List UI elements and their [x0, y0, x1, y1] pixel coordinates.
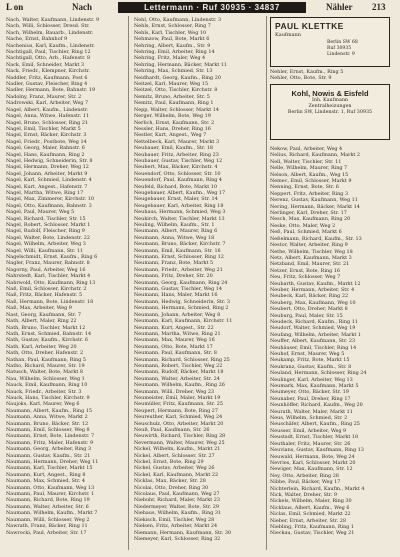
directory-entry: Nerlich, Ernst, Kaufmann, Str. 2 — [134, 119, 215, 126]
directory-entry: Nadler, Hermann, Bote, Bahnstr. 19 — [6, 87, 96, 94]
directory-entry: Neuendorf, Otto, Schlosser, Str. 10 — [134, 170, 221, 177]
directory-entry: Nagel, Bruno, Schlosser, Ring 21 — [6, 119, 89, 126]
directory-entry: Neuendorf, Paul, Kaufmann, Ring 4 — [134, 177, 223, 184]
directory-entry: Neuwald, Hermann, Bote, Weg 24 — [270, 453, 355, 460]
directory-entry: Naumann, Kurt, Angest., Ring 8 — [6, 471, 86, 478]
directory-entry: Neumann, Otto, Bote, Markt 17 — [134, 343, 213, 350]
directory-entry: Nagel, Karl, Schmied, Lindenstr. 4 — [6, 177, 92, 184]
directory-entry: Naumann, Willi, Schlosser, Weg 2 — [6, 516, 90, 523]
directory-entry: Nicklas, Max, Bäcker, Str. 28 — [134, 478, 206, 485]
directory-entry: Nagel, Johann, Arbeiter, Markt 9 — [6, 170, 88, 177]
directory-entry: Neuthaler, Fritz, Maurer, Str. 26 — [270, 440, 351, 447]
directory-entry: Nagel, Anna, Witwe, Hafenstr. 11 — [6, 113, 90, 120]
directory-entry: Nath, Bruno, Tischler, Markt 12 — [6, 324, 86, 331]
directory-entry: Nieber, Ernst, Arbeiter, Str. 28 — [270, 517, 346, 524]
directory-entry: Nath, Albert, Maler, Ring 22 — [6, 318, 77, 325]
directory-entry: Nemitz, Paul, Kaufmann, Ring 1 — [134, 100, 214, 107]
directory-entry: Nath, Otto, Dreher, Hafenstr. 2 — [6, 350, 84, 357]
directory-entry: Niedermeyer, Walter, Bote, Str. 29 — [134, 503, 220, 510]
directory-entry: Neumann, Georg, Kaufmann, Ring 24 — [134, 279, 228, 286]
directory-entry: Neumeister, Emil, Maler, Markt 19 — [134, 394, 221, 401]
directory-entry: Neufeld, Richard, Bote, Markt 10 — [134, 183, 217, 190]
directory-entry: Nehring, Albert, Kaufm., Str. 9 — [134, 42, 211, 49]
directory-entry: Nibbe, Paul, Bäcker, Weg 17 — [270, 479, 341, 486]
directory-entry: Neugebauer, Karl, Arbeiter, Ring 18 — [134, 202, 224, 209]
directory-entry: Nagel, Otto, Kaufmann, Bahnstr. 3 — [6, 202, 92, 209]
directory-entry: Nehler, Ernst, Kaufm., Ring 5 — [270, 69, 344, 75]
directory-entry: Neubauer, Gustav, Tischler, Weg 12 — [134, 157, 223, 164]
directory-entry: Naumann, Fritz, Maler, Hafenstr. 9 — [6, 439, 94, 446]
directory-entry: Niemann, Hermann, Kaufmann, Str. 30 — [134, 529, 232, 536]
directory-entry: Nagel, Rudolf, Fleischer, Ring 9 — [6, 228, 85, 235]
directory-entry: Nagel, Willi, Kaufmann, Str. 11 — [6, 247, 84, 254]
directory-entry: Neumann, Hermann, Schmied, Ring 2 — [134, 305, 229, 312]
directory-entry: Neukirch, Walter, Tischler, Markt 13 — [134, 215, 225, 222]
directory-entry: Nach, Walter, Kaufmann, Lindenstr. 9 — [6, 17, 100, 23]
directory-entry: Neubeck, Karl, Bäcker, Ring 22 — [270, 293, 349, 300]
header-banner: Lettermann · Ruf 30935 · 34837 — [118, 2, 306, 13]
directory-entry: Nauck, Emil, Kaufmann, Ring 10 — [6, 382, 88, 389]
directory-entry: Neumann, Fritz, Dreher, Str. 20 — [134, 273, 213, 280]
directory-entry: Neubauer, Emil, Kaufm., Str. 18 — [134, 145, 214, 152]
directory-entry: Neumann, Walter, Arbeiter, Str. 24 — [134, 375, 220, 382]
directory-entry: Naumann, Karl, Tischler, Markt 15 — [6, 465, 93, 472]
directory-entry: Neumann, Gustav, Tischler, Weg 14 — [134, 286, 223, 293]
directory-entry: Neumann, Johann, Arbeiter, Weg 8 — [134, 311, 221, 318]
directory-entry: Nadler, Gustav, Fleischer, Ring 4 — [6, 81, 88, 88]
directory-entry: Nath, Ernst, Schmied, Bahnstr. 14 — [6, 330, 92, 337]
directory-entry: Nagel, Hermann, Dreher, Weg 12 — [6, 164, 89, 171]
directory-entry: Neumüller, Fritz, Kaufmann, Str. 25 — [134, 401, 223, 408]
directory-entry: Nenning, Ernst, Bote, Str. 6 — [270, 184, 339, 191]
directory-entry: Neustadt, Ernst, Tischler, Markt 18 — [270, 434, 359, 441]
advertisement-klettke — [270, 17, 390, 67]
directory-entry: Nagler, Franz, Maurer, Bahnstr. 8 — [6, 260, 90, 267]
directory-entry: Naumann, Ernst, Bote, Lindenstr. 7 — [6, 433, 95, 440]
directory-entry: Naumann, Paul, Maurer, Kirchstr. 1 — [6, 491, 95, 498]
directory-entry: Naumann, Otto, Kaufmann, Weg 13 — [6, 484, 95, 491]
directory-entry: Neuwirth, Richard, Tischler, Ring 28 — [134, 433, 226, 440]
directory-entry: Neuhof, Ernst, Maurer, Weg 5 — [270, 351, 345, 357]
directory-entry: Naumann, Anna, Witwe, Markt 2 — [6, 414, 88, 421]
directory-entry: Neumann, Richard, Schlosser, Ring 25 — [134, 356, 230, 363]
directory-entry: Nehring, Hermann, Bäcker, Markt 11 — [134, 61, 228, 68]
ad-firm-subtitle: Kaufmann — [275, 32, 301, 38]
directory-entry: Nicolai, Otto, Dreher, Ring 30 — [134, 484, 209, 491]
directory-entry: Netzer, Ernst, Bote, Ring 16 — [270, 267, 340, 274]
directory-entry: Neukamp, Fritz, Bote, Markt 15 — [270, 357, 350, 364]
directory-entry: Neubarth, Gustav, Kaufm., Markt 12 — [270, 280, 361, 287]
directory-entry: Nathan, Paul, Kaufmann, Ring 5 — [6, 356, 86, 363]
column-divider — [266, 16, 267, 550]
directory-entry: Nicklaus, Albert, Kaufm., Weg 6 — [270, 504, 350, 511]
directory-entry: Nawrocki, Paul, Arbeiter, Str. 17 — [6, 529, 87, 536]
directory-entry: Nagel, Walter, Bote, Lindenstr. 22 — [6, 234, 90, 241]
directory-entry: Neuland, Hermann, Schlosser, Ring 24 — [270, 370, 367, 377]
directory-entry: Nevermann, Walter, Maurer, Weg 25 — [134, 439, 225, 446]
directory-entry: Niekisch, Emil, Tischler, Weg 28 — [134, 516, 215, 523]
directory-entry: Nickel, Gustav, Arbeiter, Weg 26 — [134, 465, 215, 472]
directory-entry: Nagel, Max, Zimmerer, Kirchstr. 10 — [6, 196, 95, 203]
directory-entry: Neumann, Robert, Tischler, Weg 22 — [134, 362, 223, 369]
directory-entry: Neumark, Max, Kaufmann, Markt 5 — [270, 383, 359, 390]
directory-entry: Nagelschmidt, Ernst, Kaufm., Ring 6 — [6, 254, 98, 261]
directory-entry: Nelle, Wilhelm, Maurer, Ring 7 — [270, 165, 348, 172]
advertisement-kohl — [270, 84, 390, 140]
directory-entry: Neuß, Paul, Kaufmann, Str. 26 — [134, 427, 210, 433]
directory-entry: Neumann, Rudolf, Bäcker, Markt 18 — [134, 369, 224, 376]
directory-entry: Nell, Walter, Tischler, Str. 11 — [270, 158, 342, 165]
directory-entry: Niclas, Emil, Schmied, Markt 22 — [270, 511, 351, 518]
directory-entry: Ney, Otto, Arbeiter, Ring 28 — [270, 472, 339, 479]
directory-entry: Neitzel, Otto, Tischler, Kirchstr. 8 — [134, 87, 218, 94]
directory-entry: Neudeck, Richard, Kaufm., Ring 11 — [270, 318, 358, 325]
directory-entry: Nahrwold, Otto, Kaufmann, Ring 13 — [6, 279, 96, 286]
directory-entry: Nering, Hermann, Bäcker, Markt 14 — [270, 203, 360, 210]
directory-entry: Nehls, Ernst, Schlosser, Ring 7 — [134, 23, 211, 30]
directory-entry: Nehmzow, Paul, Bote, Markt 6 — [134, 36, 210, 43]
directory-entry: Nehring, Max, Schmied, Str. 13 — [134, 68, 213, 75]
directory-entry: Neukranz, Gustav, Kaufm., Str. 8 — [270, 363, 352, 370]
directory-entry: Naumann, Bruno, Bäcker, Str. 12 — [6, 420, 89, 427]
column-divider — [128, 16, 129, 550]
directory-entry: Nahrstedt, Karl, Tischler, Markt 4 — [6, 273, 91, 280]
directory-entry: Neuburg, Paul, Maler, Str. 15 — [270, 312, 343, 319]
directory-entry: Nache, Ernst, Bahnhof 9 — [6, 36, 68, 43]
directory-entry: Naumann, Wilhelm, Kaufm., Markt 7 — [6, 510, 98, 517]
directory-entry: Nagel, Kurt, Angest., Hafenstr. 7 — [6, 183, 88, 190]
directory-entry: Nagel, Georg, Maler, Bahnstr. 6 — [6, 145, 85, 152]
directory-entry: Neumann, Wilhelm, Kaufm., Ring 26 — [134, 382, 225, 389]
directory-entry: Nath, Karl, Arbeiter, Weg 20 — [6, 343, 77, 350]
directory-entry: Neuhäuser, Emil, Tischler, Ring 14 — [270, 344, 357, 351]
directory-entry: Nickel, Ernst, Bote, Ring 29 — [134, 459, 204, 466]
directory-entry: Neß, Paul, Schmied, Markt 6 — [270, 229, 342, 236]
directory-entry: Nagel, Albert, Kaufm., Lindenstr. — [6, 106, 89, 113]
directory-entry: Naumann, Albert, Kaufm., Ring 15 — [6, 407, 92, 414]
directory-entry: Neumann, Paul, Kaufmann, Str. 8 — [134, 350, 217, 357]
directory-entry: Neubert, Max, Bäcker, Kirchstr. 4 — [134, 164, 218, 171]
directory-entry: Nehl, Otto, Kaufmann, Lindenstr. 3 — [134, 17, 222, 23]
directory-entry: Nicolaus, Paul, Kaufmann, Weg 27 — [134, 491, 220, 498]
directory-entry: Naumann, Gustav, Kaufm., Str. 21 — [6, 452, 91, 459]
directory-entry: Nichterlein, Richard, Kaufm., Markt 4 — [270, 485, 365, 492]
directory-entry: Neumann, Kurt, Angest., Str. 22 — [134, 324, 214, 331]
directory-entry: Nerger, Wilhelm, Bote, Weg 19 — [134, 113, 211, 120]
directory-entry: Nath, Gustav, Kaufm., Kirchstr. 6 — [6, 337, 88, 344]
directory-entry: Neu, Fritz, Schlosser, Weg 7 — [270, 274, 341, 281]
directory-entry: Naß, Fritz, Bäcker, Hafenstr. 5 — [6, 292, 83, 299]
directory-entry: Neumann, Albert, Maurer, Ring 6 — [134, 228, 218, 235]
directory-entry: Nickels, Wilhelm, Maler, Ring 30 — [270, 498, 352, 505]
directory-entry: Nack, Friedr., Klempner, Kirchstr. — [6, 68, 90, 75]
directory-entry: Natusch, Walter, Bote, Markt 8 — [6, 369, 84, 376]
directory-entry: Neusser, Emil, Arbeiter, Weg 9 — [270, 427, 347, 434]
directory-entry: Naß, Max, Arbeiter, Weg 9 — [6, 305, 72, 312]
directory-entry: Nelius, Richard, Kaufmann, Markt 2 — [270, 152, 361, 159]
directory-entry: Nehring, Emil, Arbeiter, Ring 14 — [134, 49, 215, 56]
directory-entry: Neufang, Wilhelm, Arbeiter, Markt 1 — [270, 331, 361, 338]
directory-entry: Neumann, Anna, Witwe, Weg 18 — [134, 234, 215, 241]
directory-entry: Nevries, Karl, Schlosser, Markt 20 — [270, 459, 356, 466]
directory-entry: Nadrowski, Karl, Arbeiter, Weg 7 — [6, 100, 89, 107]
directory-entry: Nickel, Wilhelm, Kaufm., Markt 21 — [134, 446, 221, 453]
ad-line: Zentralheizungen — [308, 104, 352, 109]
directory-entry: Neumann, Martha, Witwe, Ring 21 — [134, 330, 221, 337]
header-right-word: Nähler — [326, 2, 353, 12]
directory-entry: Neumann, Bruno, Bäcker, Kirchstr. 7 — [134, 241, 226, 248]
directory-entry: Neubauer, Fritz, Arbeiter, Ring 23 — [134, 151, 219, 158]
directory-entry: Nagel, Hans, Kaufmann, Ring 2 — [6, 151, 85, 158]
directory-entry: Naumann, Richard, Bote, Ring 19 — [6, 497, 90, 504]
directory-column-2 — [134, 17, 262, 549]
header-left-word: Nach — [72, 2, 92, 12]
directory-entry: Neulinger, Karl, Arbeiter, Weg 13 — [270, 376, 353, 383]
directory-entry: Nickel, Karl, Kaufmann, Markt 22 — [134, 471, 219, 478]
directory-entry: Nau, Wilhelm, Schlosser, Weg 1 — [6, 375, 85, 382]
directory-entry: Nagel, Hedwig, Schneiderin, Str. 8 — [6, 157, 93, 164]
directory-entry: Neske, Otto, Maler, Weg 2 — [270, 222, 336, 229]
directory-entry: Niehaus, Wilhelm, Kaufm., Ring 31 — [134, 510, 222, 517]
ad-firm-name: PAUL KLETTKE — [275, 21, 344, 31]
directory-entry: Neuber, Hermann, Arbeiter, Str. 4 — [270, 286, 355, 293]
directory-entry: Neumeyer, Otto, Bäcker, Str. 19 — [270, 389, 349, 396]
directory-entry: Neumann, Ernst, Schlosser, Ring 12 — [134, 254, 224, 261]
directory-entry: Neunaber, Paul, Dreher, Ring 17 — [270, 395, 351, 402]
directory-entry: Neuschäfer, Albert, Kaufm., Ring 25 — [270, 421, 360, 428]
page-header — [0, 0, 400, 14]
directory-entry: Neumann, Karl, Kaufmann, Kirchstr. 11 — [134, 318, 233, 325]
directory-entry: Nagel, Emil, Tischler, Markt 5 — [6, 125, 81, 132]
directory-entry: Neurath, Walter, Maler, Markt 11 — [270, 408, 353, 415]
directory-entry: Niemeyer, Karl, Schlosser, Ring 32 — [134, 535, 221, 542]
directory-entry: Neudorf, Walter, Schmied, Weg 19 — [270, 325, 356, 332]
directory-entry: Nachtigall, Otto, Arb., Hafenstr. 8 — [6, 55, 91, 62]
directory-entry: Neumann, Willi, Dreher, Weg 23 — [134, 388, 215, 395]
directory-entry: Neidhardt, Georg, Kaufm., Ring 20 — [134, 74, 221, 81]
ad-line: Ruf 30935 — [327, 46, 352, 51]
directory-entry: Naß, Hermann, Bote, Lindenstr. 18 — [6, 298, 94, 305]
header-left-label: L on — [6, 2, 24, 12]
directory-entry: Neugebauer, Albert, Kaufm., Weg 17 — [134, 189, 226, 196]
directory-entry: Nemec, Emil, Schlosser, Markt 9 — [270, 178, 352, 185]
directory-entry: Nauck, Hans, Tischler, Kirchstr. 9 — [6, 394, 90, 401]
directory-entry: Neumann, Franz, Bote, Markt 5 — [134, 260, 214, 267]
directory-entry: Nagel, Paul, Maurer, Weg 5 — [6, 209, 75, 216]
directory-entry: Neupert, Hermann, Bote, Ring 27 — [134, 407, 219, 414]
directory-entry: Neugebauer, Ernst, Maler, Str. 14 — [134, 196, 218, 203]
page-number: 213 — [372, 2, 386, 12]
directory-entry: Naß, Emil, Schlosser, Kirchstr. 2 — [6, 286, 87, 293]
directory-entry: Neunhöffer, Richard, Kaufm., Weg 20 — [270, 402, 363, 409]
directory-entry: Netz, Albert, Kaufmann, Markt 3 — [270, 254, 352, 261]
directory-entry: Neumann, Hedwig, Schneiderin, Str. 3 — [134, 298, 230, 305]
directory-column-3 — [270, 146, 394, 549]
directory-entry: Neuvians, Gustav, Kaufmann, Ring 13 — [270, 447, 364, 454]
directory-entry: Nawrath, Franz, Bäcker, Ring 11 — [6, 523, 88, 530]
directory-entry: Neuschulz, Otto, Arbeiter, Markt 20 — [134, 420, 224, 427]
directory-entry: Nagel, Friedr., Postbote, Weg 14 — [6, 138, 87, 145]
directory-entry: Nestler, Kurt, Angest., Weg 7 — [134, 132, 207, 139]
directory-entry: Naumann, Max, Schmied, Str. 4 — [6, 478, 86, 485]
directory-entry: Nesch, Max, Kaufmann, Ring 20 — [270, 216, 351, 223]
directory-entry: Nestor, Walter, Arbeiter, Ring 9 — [270, 242, 348, 249]
directory-entry: Naddler, Fritz, Kaufmann, Post 6 — [6, 74, 88, 81]
directory-entry: Neßelmann, Richard, Kaufm., Str. 13 — [270, 235, 362, 242]
directory-entry: Nemitz, Bruno, Arbeiter, Str. 5 — [134, 93, 210, 100]
directory-entry: Nerenz, Gustav, Kaufmann, Weg 11 — [270, 197, 358, 204]
directory-entry: Neubert, Otto, Dreher, Markt 8 — [270, 306, 348, 313]
directory-column-1 — [6, 17, 122, 549]
directory-entry: Nettelbeck, Karl, Maurer, Markt 3 — [134, 138, 220, 145]
directory-entry: Nagel, Ernst, Bäcker, Kirchstr. 3 — [6, 132, 87, 139]
directory-entry: Neuberg, Max, Kaufmann, Weg 10 — [270, 299, 356, 306]
directory-entry: Nagel, Robert, Schlosser, Markt 1 — [6, 222, 91, 228]
directory-entry: Nauck, Friedr., Arbeiter, Str. 3 — [6, 388, 82, 395]
directory-entry: Nast, Georg, Kaufmann, Str. 7 — [6, 311, 81, 318]
directory-entry: Niebuhr, Richard, Maler, Markt 23 — [134, 497, 220, 504]
directory-entry: Nach, Willi, Schlosser, Dresd. Str. — [6, 23, 90, 30]
directory-entry: Nehring, Fritz, Maler, Weg 4 — [134, 55, 206, 62]
directory-entry: Nehler, Otto, Bote, Str. 9 — [270, 75, 332, 82]
directory-entry: Nieckau, Gustav, Tischler, Weg 21 — [270, 530, 355, 537]
directory-entry: Naumann, Hermann, Dreher, Weg 11 — [6, 459, 99, 466]
directory-entry: Nekow, Paul, Arbeiter, Weg 4 — [270, 146, 343, 152]
directory-entry: Nachenius, Karl, Kaufm., Lindenstr. — [6, 42, 95, 49]
directory-entry: Neitzel, Karl, Maurer, Weg 15 — [134, 81, 209, 88]
directory-column-3-top — [270, 69, 394, 83]
directory-entry: Nagel, Richard, Tischler, Str. 15 — [6, 215, 86, 222]
directory-entry: Neumann, Emil, Kaufmann, Str. 16 — [134, 247, 221, 254]
directory-entry: Nepp, Walter, Schlosser, Markt 14 — [134, 106, 219, 113]
directory-entry: Nelson, Albert, Kaufm., Weg 15 — [270, 171, 349, 178]
directory-entry: Neus, Wilhelm, Schmied, Str. 2 — [270, 415, 348, 422]
directory-entry: Naumann, Georg, Arbeiter, Ring 3 — [6, 446, 92, 453]
directory-entry: Nach, Wilhelm, Bauarb., Lindenstr. — [6, 29, 94, 36]
directory-entry: Neumann, Max, Maurer, Weg 16 — [134, 337, 215, 344]
ad-line: Berlin SW 68 — [327, 40, 358, 45]
directory-entry: Neuffer, Albert, Kaufmann, Str. 23 — [270, 338, 356, 345]
directory-entry: Nagorny, Paul, Arbeiter, Weg 16 — [6, 266, 86, 273]
directory-entry: Naujoks, Karl, Maurer, Weg 6 — [6, 401, 80, 408]
directory-entry: Neureuther, Karl, Schmied, Weg 24 — [134, 414, 223, 421]
ad-line: Inh. Kaufmann — [311, 98, 349, 103]
directory-entry: Nachtigall, Paul, Tischler, Ring 12 — [6, 49, 91, 56]
directory-entry: Nethe, Wilhelm, Tischler, Weg 18 — [270, 248, 353, 255]
directory-entry: Newiger, Max, Kaufmann, Str. 12 — [270, 466, 353, 473]
directory-entry: Neumann, Friedr., Arbeiter, Weg 21 — [134, 266, 223, 273]
directory-entry: Niebling, Fritz, Kaufmann, Ring 1 — [270, 523, 355, 530]
directory-entry: Nielsen, Fritz, Arbeiter, Markt 24 — [134, 523, 218, 530]
directory-entry: Nehls, Karl, Tischler, Weg 10 — [134, 29, 207, 36]
directory-entry: Neuling, Wilhelm, Kaufm., Str. 1 — [134, 222, 215, 228]
directory-entry: Nack, Emil, Schneider, Markt 3 — [6, 61, 85, 68]
ad-line: Berlin SW, Lindenstr. 1, Ruf 30935 — [287, 110, 373, 115]
directory-entry: Nessler, Hans, Dreher, Ring 16 — [134, 125, 211, 132]
directory-entry: Neuhaus, Hermann, Schmied, Weg 3 — [134, 209, 226, 216]
ad-firm-name: Kohl, Nowis & Eisfeld — [291, 89, 369, 98]
ad-line: Lindenstr. 9 — [327, 52, 355, 57]
directory-entry: Nerlinger, Karl, Dreher, Str. 17 — [270, 210, 347, 217]
directory-entry: Nagel, Martha, Witwe, Ring 17 — [6, 189, 84, 196]
directory-entry: Nick, Walter, Dreher, Str. 9 — [270, 491, 337, 498]
directory-entry: Neumann, Hans, Maler, Markt 16 — [134, 292, 218, 299]
directory-entry: Naumann, Emil, Schlosser, Weg 8 — [6, 427, 90, 433]
directory-entry: Nagel, Wilhelm, Arbeiter, Weg 3 — [6, 241, 86, 248]
directory-entry: Nickel, Albert, Schlosser, Str. 27 — [134, 452, 215, 459]
directory-entry: Natho, Richard, Maurer, Str. 19 — [6, 362, 85, 369]
directory-entry: Netzband, Emil, Maurer, Str. 21 — [270, 261, 350, 268]
directory-entry: Neppert, Fritz, Arbeiter, Ring 3 — [270, 190, 349, 197]
directory-entry: Naumann, Walter, Arbeiter, Str. 6 — [6, 503, 89, 510]
directory-entry: Nadolny, Franz, Maurer, Str. 2 — [6, 93, 82, 100]
